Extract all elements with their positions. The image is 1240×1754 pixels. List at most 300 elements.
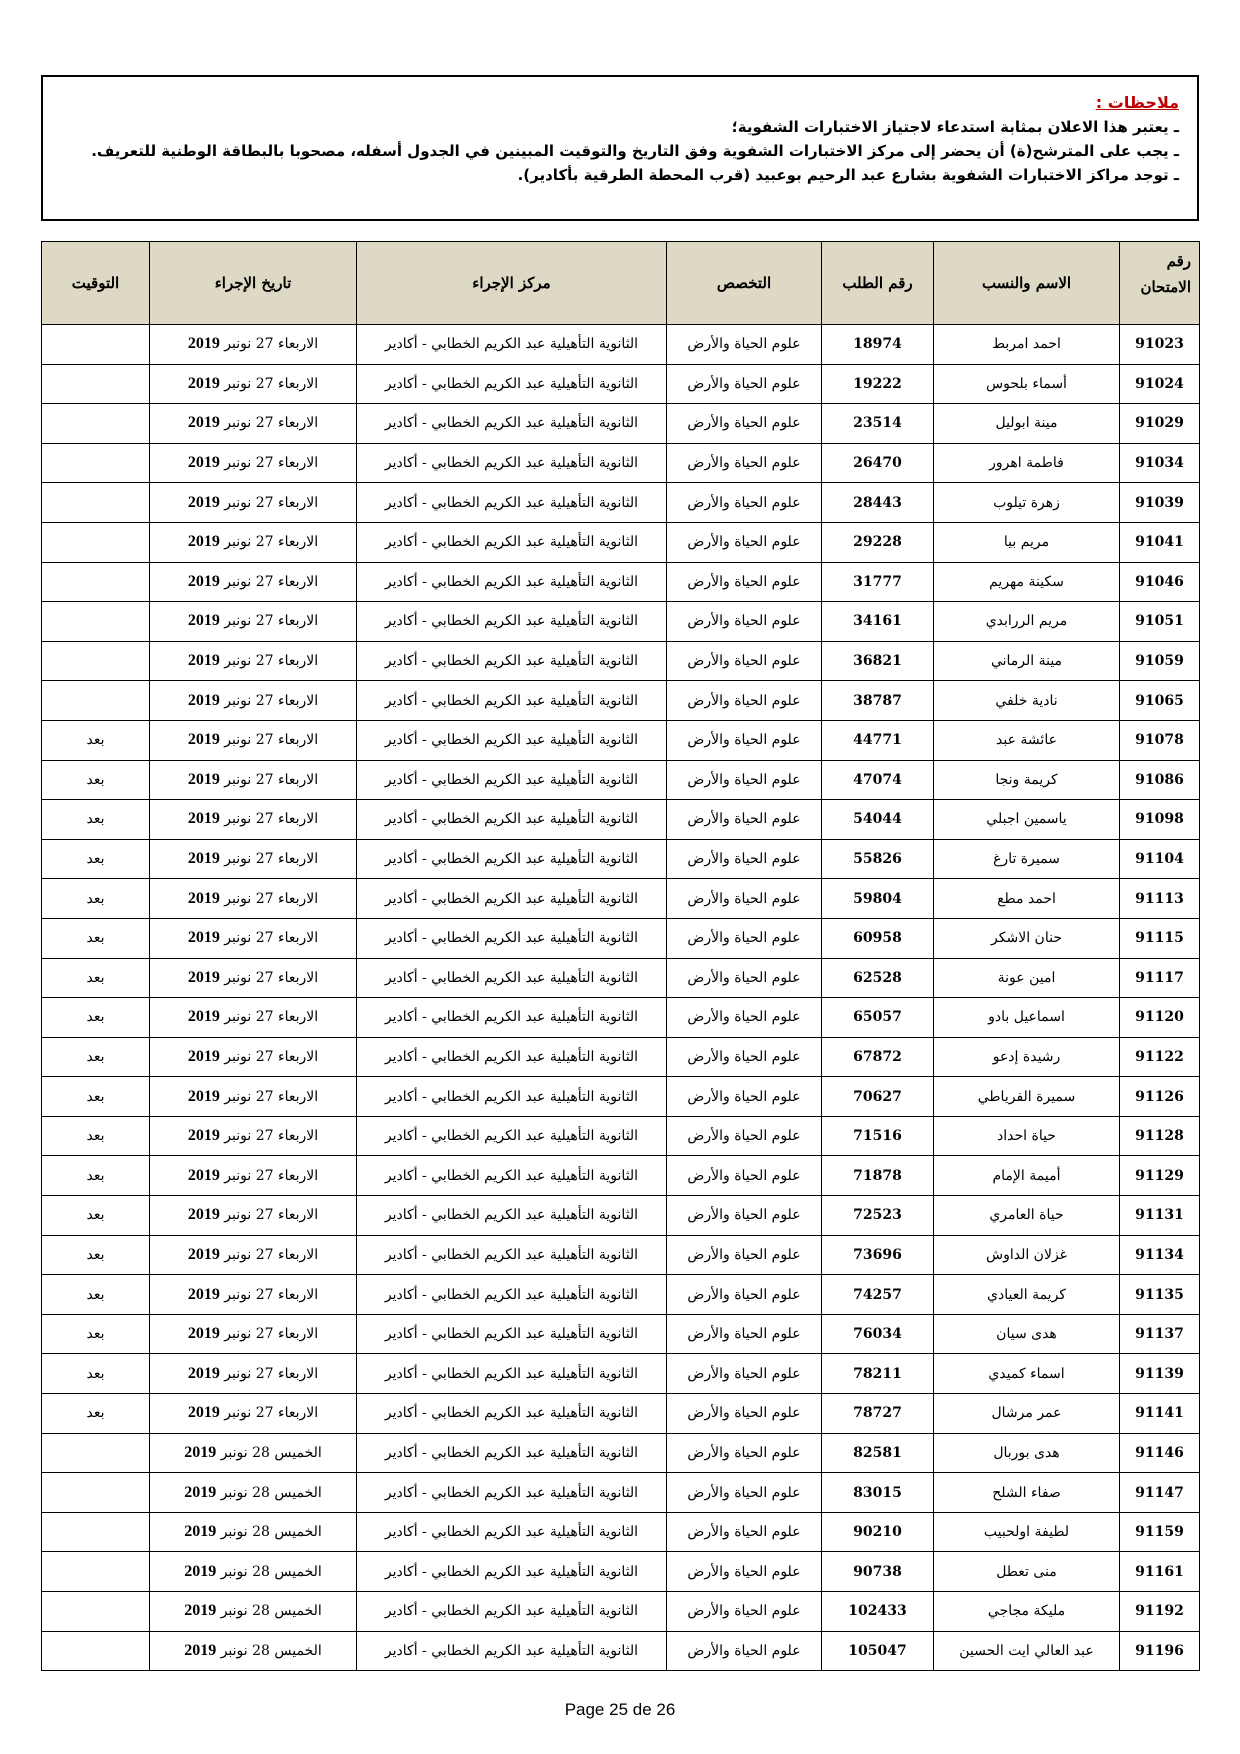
center-cell: الثانوية التأهيلية عبد الكريم الخطابي - أكادير — [357, 1592, 667, 1632]
specialty-cell: علوم الحياة والأرض — [667, 1394, 822, 1434]
date-day: الاربعاء 27 نونبر — [224, 1167, 319, 1184]
center-cell: الثانوية التأهيلية عبد الكريم الخطابي - أكادير — [357, 918, 667, 958]
date-year: 2019 — [187, 1364, 220, 1382]
exam-number-cell: 91034 — [1120, 443, 1200, 483]
date-day: الاربعاء 27 نونبر — [224, 613, 319, 630]
center-cell: الثانوية التأهيلية عبد الكريم الخطابي - أكادير — [357, 1394, 667, 1434]
date-cell — [150, 1037, 357, 1077]
time-cell: بعد — [42, 720, 150, 760]
table-row — [42, 720, 1200, 760]
date-cell — [150, 958, 357, 998]
exam-number-cell: 91146 — [1120, 1433, 1200, 1473]
specialty-cell: علوم الحياة والأرض — [667, 879, 822, 919]
date-day: الاربعاء 27 نونبر — [224, 890, 319, 907]
center-cell: الثانوية التأهيلية عبد الكريم الخطابي - أكادير — [357, 641, 667, 681]
application-number-cell: 70627 — [822, 1077, 934, 1117]
center-cell: الثانوية التأهيلية عبد الكريم الخطابي - أكادير — [357, 1116, 667, 1156]
specialty-cell: علوم الحياة والأرض — [667, 641, 822, 681]
table-row — [42, 1037, 1200, 1077]
exam-number-cell: 91128 — [1120, 1116, 1200, 1156]
specialty-cell: علوم الحياة والأرض — [667, 1037, 822, 1077]
specialty-cell: علوم الحياة والأرض — [667, 443, 822, 483]
time-cell — [42, 641, 150, 681]
exam-number-cell: 91023 — [1120, 325, 1200, 365]
table-row — [42, 1077, 1200, 1117]
center-cell: الثانوية التأهيلية عبد الكريم الخطابي - أكادير — [357, 1433, 667, 1473]
name-cell: فاطمة اهرور — [934, 443, 1120, 483]
application-number-cell: 90210 — [822, 1512, 934, 1552]
date-day: الخميس 28 نونبر — [220, 1563, 322, 1580]
exam-number-cell: 91192 — [1120, 1592, 1200, 1632]
table-row — [42, 1394, 1200, 1434]
center-cell: الثانوية التأهيلية عبد الكريم الخطابي - أكادير — [357, 483, 667, 523]
specialty-cell: علوم الحياة والأرض — [667, 918, 822, 958]
name-cell: سكينة مهريم — [934, 562, 1120, 602]
date-cell — [150, 483, 357, 523]
name-cell: عائشة عبد — [934, 720, 1120, 760]
table-row — [42, 1314, 1200, 1354]
date-day: الاربعاء 27 نونبر — [224, 1286, 319, 1303]
table-row — [42, 1552, 1200, 1592]
center-cell: الثانوية التأهيلية عبد الكريم الخطابي - أكادير — [357, 1473, 667, 1513]
date-year: 2019 — [187, 1404, 220, 1422]
time-cell — [42, 522, 150, 562]
exam-number-cell: 91122 — [1120, 1037, 1200, 1077]
date-day: الاربعاء 27 نونبر — [224, 969, 319, 986]
exam-number-cell: 91196 — [1120, 1631, 1200, 1671]
application-number-cell: 67872 — [822, 1037, 934, 1077]
time-cell — [42, 1592, 150, 1632]
date-day: الخميس 28 نونبر — [220, 1642, 322, 1659]
application-number-cell: 55826 — [822, 839, 934, 879]
exam-number-cell: 91120 — [1120, 998, 1200, 1038]
date-cell — [150, 1394, 357, 1434]
header-time: التوقيت — [42, 242, 150, 325]
date-cell — [150, 1354, 357, 1394]
date-cell — [150, 1552, 357, 1592]
exam-number-cell: 91039 — [1120, 483, 1200, 523]
time-cell — [42, 1512, 150, 1552]
date-day: الخميس 28 نونبر — [220, 1603, 322, 1620]
application-number-cell: 78727 — [822, 1394, 934, 1434]
exam-number-cell: 91134 — [1120, 1235, 1200, 1275]
specialty-cell: علوم الحياة والأرض — [667, 1354, 822, 1394]
exam-number-cell: 91024 — [1120, 364, 1200, 404]
center-cell: الثانوية التأهيلية عبد الكريم الخطابي - أكادير — [357, 1275, 667, 1315]
application-number-cell: 34161 — [822, 602, 934, 642]
name-cell: مينة الرماني — [934, 641, 1120, 681]
name-cell: رشيدة إدعو — [934, 1037, 1120, 1077]
header-exam-number: رقم الامتحان — [1120, 242, 1200, 325]
center-cell: الثانوية التأهيلية عبد الكريم الخطابي - أكادير — [357, 1235, 667, 1275]
date-day: الاربعاء 27 نونبر — [224, 1048, 319, 1065]
candidates-table — [41, 241, 1200, 1671]
name-cell: أميمة الإمام — [934, 1156, 1120, 1196]
time-cell — [42, 325, 150, 365]
center-cell: الثانوية التأهيلية عبد الكريم الخطابي - أكادير — [357, 1354, 667, 1394]
specialty-cell: علوم الحياة والأرض — [667, 1552, 822, 1592]
name-cell: حياة احداد — [934, 1116, 1120, 1156]
date-year: 2019 — [187, 652, 220, 670]
center-cell: الثانوية التأهيلية عبد الكريم الخطابي - أكادير — [357, 1552, 667, 1592]
specialty-cell: علوم الحياة والأرض — [667, 1592, 822, 1632]
exam-number-cell: 91147 — [1120, 1473, 1200, 1513]
name-cell: مريم الررابدي — [934, 602, 1120, 642]
date-day: الاربعاء 27 نونبر — [224, 1088, 319, 1105]
time-cell: بعد — [42, 998, 150, 1038]
specialty-cell: علوم الحياة والأرض — [667, 800, 822, 840]
date-cell — [150, 879, 357, 919]
center-cell: الثانوية التأهيلية عبد الكريم الخطابي - أكادير — [357, 602, 667, 642]
table-row — [42, 1275, 1200, 1315]
specialty-cell: علوم الحياة والأرض — [667, 325, 822, 365]
center-cell: الثانوية التأهيلية عبد الكريم الخطابي - أكادير — [357, 1631, 667, 1671]
table-row — [42, 839, 1200, 879]
center-cell: الثانوية التأهيلية عبد الكريم الخطابي - أكادير — [357, 325, 667, 365]
table-row — [42, 641, 1200, 681]
date-year: 2019 — [187, 1245, 220, 1263]
name-cell: ياسمين اجبلي — [934, 800, 1120, 840]
exam-number-cell: 91051 — [1120, 602, 1200, 642]
date-year: 2019 — [187, 454, 220, 472]
date-day: الاربعاء 27 نونبر — [224, 415, 319, 432]
date-year: 2019 — [187, 1285, 220, 1303]
center-cell: الثانوية التأهيلية عبد الكريم الخطابي - أكادير — [357, 1314, 667, 1354]
name-cell: منى تعطل — [934, 1552, 1120, 1592]
name-cell: عمر مرشال — [934, 1394, 1120, 1434]
date-day: الاربعاء 27 نونبر — [224, 1365, 319, 1382]
time-cell: بعد — [42, 1354, 150, 1394]
specialty-cell: علوم الحياة والأرض — [667, 1196, 822, 1236]
name-cell: حياة العامري — [934, 1196, 1120, 1236]
date-year: 2019 — [187, 1166, 220, 1184]
date-day: الاربعاء 27 نونبر — [224, 1246, 319, 1263]
application-number-cell: 44771 — [822, 720, 934, 760]
date-cell — [150, 1116, 357, 1156]
date-cell — [150, 364, 357, 404]
application-number-cell: 71516 — [822, 1116, 934, 1156]
date-year: 2019 — [184, 1523, 217, 1541]
date-year: 2019 — [187, 1127, 220, 1145]
name-cell: احمد امربط — [934, 325, 1120, 365]
table-row — [42, 681, 1200, 721]
exam-number-cell: 91029 — [1120, 404, 1200, 444]
page-number: Page 25 de 26 — [564, 1700, 676, 1719]
date-year: 2019 — [187, 572, 220, 590]
notes-title: ملاحظات : — [1095, 93, 1179, 112]
application-number-cell: 26470 — [822, 443, 934, 483]
time-cell — [42, 1631, 150, 1671]
specialty-cell: علوم الحياة والأرض — [667, 1314, 822, 1354]
date-year: 2019 — [187, 770, 220, 788]
center-cell: الثانوية التأهيلية عبد الكريم الخطابي - أكادير — [357, 800, 667, 840]
application-number-cell: 62528 — [822, 958, 934, 998]
time-cell: بعد — [42, 760, 150, 800]
time-cell — [42, 1473, 150, 1513]
center-cell: الثانوية التأهيلية عبد الكريم الخطابي - أكادير — [357, 1156, 667, 1196]
name-cell: هدى بوربال — [934, 1433, 1120, 1473]
date-day: الاربعاء 27 نونبر — [224, 494, 319, 511]
date-day: الاربعاء 27 نونبر — [224, 1405, 319, 1422]
date-cell — [150, 325, 357, 365]
specialty-cell: علوم الحياة والأرض — [667, 720, 822, 760]
center-cell: الثانوية التأهيلية عبد الكريم الخطابي - أكادير — [357, 681, 667, 721]
application-number-cell: 82581 — [822, 1433, 934, 1473]
table-row — [42, 879, 1200, 919]
center-cell: الثانوية التأهيلية عبد الكريم الخطابي - أكادير — [357, 998, 667, 1038]
table-row — [42, 1473, 1200, 1513]
exam-number-cell: 91161 — [1120, 1552, 1200, 1592]
name-cell: غزلان الداوش — [934, 1235, 1120, 1275]
time-cell: بعد — [42, 1156, 150, 1196]
date-cell — [150, 1512, 357, 1552]
application-number-cell: 31777 — [822, 562, 934, 602]
date-year: 2019 — [184, 1443, 217, 1461]
table-row — [42, 1196, 1200, 1236]
table-row — [42, 1433, 1200, 1473]
date-day: الخميس 28 نونبر — [220, 1484, 322, 1501]
name-cell: هدى سيان — [934, 1314, 1120, 1354]
time-cell — [42, 1433, 150, 1473]
table-row — [42, 1156, 1200, 1196]
application-number-cell: 90738 — [822, 1552, 934, 1592]
specialty-cell: علوم الحياة والأرض — [667, 760, 822, 800]
center-cell: الثانوية التأهيلية عبد الكريم الخطابي - أكادير — [357, 404, 667, 444]
time-cell: بعد — [42, 1196, 150, 1236]
exam-number-cell: 91135 — [1120, 1275, 1200, 1315]
notes-box — [41, 75, 1199, 221]
date-day: الاربعاء 27 نونبر — [224, 1326, 319, 1343]
name-cell: مريم بيا — [934, 522, 1120, 562]
name-cell: مينة ابوليل — [934, 404, 1120, 444]
time-cell — [42, 483, 150, 523]
specialty-cell: علوم الحياة والأرض — [667, 1077, 822, 1117]
specialty-cell: علوم الحياة والأرض — [667, 1512, 822, 1552]
date-year: 2019 — [187, 1087, 220, 1105]
specialty-cell: علوم الحياة والأرض — [667, 1235, 822, 1275]
date-cell — [150, 602, 357, 642]
header-center: مركز الإجراء — [357, 242, 667, 325]
exam-number-cell: 91141 — [1120, 1394, 1200, 1434]
name-cell: سميرة تارغ — [934, 839, 1120, 879]
date-cell — [150, 998, 357, 1038]
exam-number-cell: 91046 — [1120, 562, 1200, 602]
date-year: 2019 — [187, 1325, 220, 1343]
date-year: 2019 — [187, 1206, 220, 1224]
date-day: الاربعاء 27 نونبر — [224, 455, 319, 472]
specialty-cell: علوم الحياة والأرض — [667, 681, 822, 721]
specialty-cell: علوم الحياة والأرض — [667, 998, 822, 1038]
specialty-cell: علوم الحياة والأرض — [667, 1116, 822, 1156]
date-year: 2019 — [187, 374, 220, 392]
application-number-cell: 74257 — [822, 1275, 934, 1315]
specialty-cell: علوم الحياة والأرض — [667, 522, 822, 562]
time-cell: بعد — [42, 839, 150, 879]
time-cell: بعد — [42, 958, 150, 998]
application-number-cell: 76034 — [822, 1314, 934, 1354]
time-cell — [42, 364, 150, 404]
date-cell — [150, 1592, 357, 1632]
specialty-cell: علوم الحياة والأرض — [667, 1433, 822, 1473]
date-year: 2019 — [184, 1562, 217, 1580]
date-cell — [150, 562, 357, 602]
application-number-cell: 47074 — [822, 760, 934, 800]
header-specialty: التخصص — [667, 242, 822, 325]
exam-number-cell: 91104 — [1120, 839, 1200, 879]
date-day: الاربعاء 27 نونبر — [224, 811, 319, 828]
application-number-cell: 105047 — [822, 1631, 934, 1671]
date-year: 2019 — [184, 1641, 217, 1659]
specialty-cell: علوم الحياة والأرض — [667, 1631, 822, 1671]
date-cell — [150, 1314, 357, 1354]
name-cell: حنان الاشكر — [934, 918, 1120, 958]
center-cell: الثانوية التأهيلية عبد الكريم الخطابي - أكادير — [357, 443, 667, 483]
application-number-cell: 18974 — [822, 325, 934, 365]
exam-number-cell: 91086 — [1120, 760, 1200, 800]
date-cell — [150, 1473, 357, 1513]
application-number-cell: 36821 — [822, 641, 934, 681]
date-day: الاربعاء 27 نونبر — [224, 732, 319, 749]
specialty-cell: علوم الحياة والأرض — [667, 1473, 822, 1513]
table-row — [42, 998, 1200, 1038]
table-row — [42, 602, 1200, 642]
time-cell: بعد — [42, 1116, 150, 1156]
date-cell — [150, 1275, 357, 1315]
date-cell — [150, 681, 357, 721]
date-day: الخميس 28 نونبر — [220, 1444, 322, 1461]
date-day: الاربعاء 27 نونبر — [224, 573, 319, 590]
table-row — [42, 443, 1200, 483]
date-cell — [150, 760, 357, 800]
time-cell: بعد — [42, 918, 150, 958]
date-day: الاربعاء 27 نونبر — [224, 1207, 319, 1224]
exam-number-cell: 91115 — [1120, 918, 1200, 958]
center-cell: الثانوية التأهيلية عبد الكريم الخطابي - أكادير — [357, 958, 667, 998]
application-number-cell: 38787 — [822, 681, 934, 721]
specialty-cell: علوم الحياة والأرض — [667, 562, 822, 602]
name-cell: نادية خلفي — [934, 681, 1120, 721]
name-cell: عبد العالي ايت الحسين — [934, 1631, 1120, 1671]
specialty-cell: علوم الحياة والأرض — [667, 404, 822, 444]
date-year: 2019 — [187, 335, 220, 353]
date-cell — [150, 1235, 357, 1275]
table-row — [42, 522, 1200, 562]
table-row — [42, 1235, 1200, 1275]
date-cell — [150, 1196, 357, 1236]
exam-number-cell: 91059 — [1120, 641, 1200, 681]
exam-number-cell: 91113 — [1120, 879, 1200, 919]
date-year: 2019 — [187, 929, 220, 947]
exam-number-cell: 91131 — [1120, 1196, 1200, 1236]
exam-number-cell: 91137 — [1120, 1314, 1200, 1354]
center-cell: الثانوية التأهيلية عبد الكريم الخطابي - أكادير — [357, 720, 667, 760]
center-cell: الثانوية التأهيلية عبد الكريم الخطابي - أكادير — [357, 562, 667, 602]
date-day: الاربعاء 27 نونبر — [224, 336, 319, 353]
date-day: الاربعاء 27 نونبر — [224, 534, 319, 551]
name-cell: زهرة تيلوب — [934, 483, 1120, 523]
exam-number-cell: 91098 — [1120, 800, 1200, 840]
application-number-cell: 54044 — [822, 800, 934, 840]
date-cell — [150, 1077, 357, 1117]
center-cell: الثانوية التأهيلية عبد الكريم الخطابي - أكادير — [357, 839, 667, 879]
center-cell: الثانوية التأهيلية عبد الكريم الخطابي - أكادير — [357, 1037, 667, 1077]
specialty-cell: علوم الحياة والأرض — [667, 483, 822, 523]
table-row — [42, 483, 1200, 523]
date-day: الاربعاء 27 نونبر — [224, 1009, 319, 1026]
date-day: الاربعاء 27 نونبر — [224, 375, 319, 392]
table-row — [42, 404, 1200, 444]
table-row — [42, 918, 1200, 958]
exam-number-cell: 91041 — [1120, 522, 1200, 562]
date-year: 2019 — [187, 533, 220, 551]
name-cell: امين عونة — [934, 958, 1120, 998]
date-day: الاربعاء 27 نونبر — [224, 692, 319, 709]
date-day: الخميس 28 نونبر — [220, 1524, 322, 1541]
note-line: ـ يعتبر هذا الاعلان بمثابة استدعاء لاجتياز الاختبارات الشفوية؛ — [731, 118, 1179, 136]
specialty-cell: علوم الحياة والأرض — [667, 839, 822, 879]
exam-number-cell: 91159 — [1120, 1512, 1200, 1552]
specialty-cell: علوم الحياة والأرض — [667, 1156, 822, 1196]
time-cell: بعد — [42, 1275, 150, 1315]
date-day: الاربعاء 27 نونبر — [224, 851, 319, 868]
exam-number-cell: 91139 — [1120, 1354, 1200, 1394]
table-row — [42, 364, 1200, 404]
name-cell: لطيفة اولحبيب — [934, 1512, 1120, 1552]
table-row — [42, 1116, 1200, 1156]
date-cell — [150, 1433, 357, 1473]
application-number-cell: 19222 — [822, 364, 934, 404]
center-cell: الثانوية التأهيلية عبد الكريم الخطابي - أكادير — [357, 1196, 667, 1236]
date-cell — [150, 641, 357, 681]
application-number-cell: 72523 — [822, 1196, 934, 1236]
date-day: الاربعاء 27 نونبر — [224, 653, 319, 670]
date-year: 2019 — [187, 850, 220, 868]
table-body — [42, 325, 1200, 1671]
date-year: 2019 — [187, 889, 220, 907]
date-cell — [150, 839, 357, 879]
header-application-number: رقم الطلب — [822, 242, 934, 325]
time-cell — [42, 602, 150, 642]
time-cell — [42, 562, 150, 602]
center-cell: الثانوية التأهيلية عبد الكريم الخطابي - أكادير — [357, 364, 667, 404]
application-number-cell: 60958 — [822, 918, 934, 958]
date-day: الاربعاء 27 نونبر — [224, 930, 319, 947]
date-year: 2019 — [187, 1008, 220, 1026]
date-year: 2019 — [184, 1483, 217, 1501]
application-number-cell: 23514 — [822, 404, 934, 444]
time-cell: بعد — [42, 1037, 150, 1077]
center-cell: الثانوية التأهيلية عبد الكريم الخطابي - أكادير — [357, 760, 667, 800]
specialty-cell: علوم الحياة والأرض — [667, 364, 822, 404]
name-cell: صفاء الشلح — [934, 1473, 1120, 1513]
date-cell — [150, 1631, 357, 1671]
time-cell: بعد — [42, 1314, 150, 1354]
note-line: ـ يجب على المترشح(ة) أن يحضر إلى مركز الاختبارات الشفوية وفق التاريخ والتوقيت المبينين في الجدول أسفله، مصحوبا بالبطاقة الوطنية للتعريف. — [91, 142, 1179, 160]
header-name: الاسم والنسب — [934, 242, 1120, 325]
table-row — [42, 958, 1200, 998]
name-cell: اسماعيل بادو — [934, 998, 1120, 1038]
time-cell: بعد — [42, 1077, 150, 1117]
table-row — [42, 1592, 1200, 1632]
table-row — [42, 1631, 1200, 1671]
date-year: 2019 — [187, 691, 220, 709]
date-cell — [150, 1156, 357, 1196]
time-cell — [42, 404, 150, 444]
header-date: تاريخ الإجراء — [150, 242, 357, 325]
name-cell: احمد مطع — [934, 879, 1120, 919]
center-cell: الثانوية التأهيلية عبد الكريم الخطابي - أكادير — [357, 879, 667, 919]
application-number-cell: 73696 — [822, 1235, 934, 1275]
